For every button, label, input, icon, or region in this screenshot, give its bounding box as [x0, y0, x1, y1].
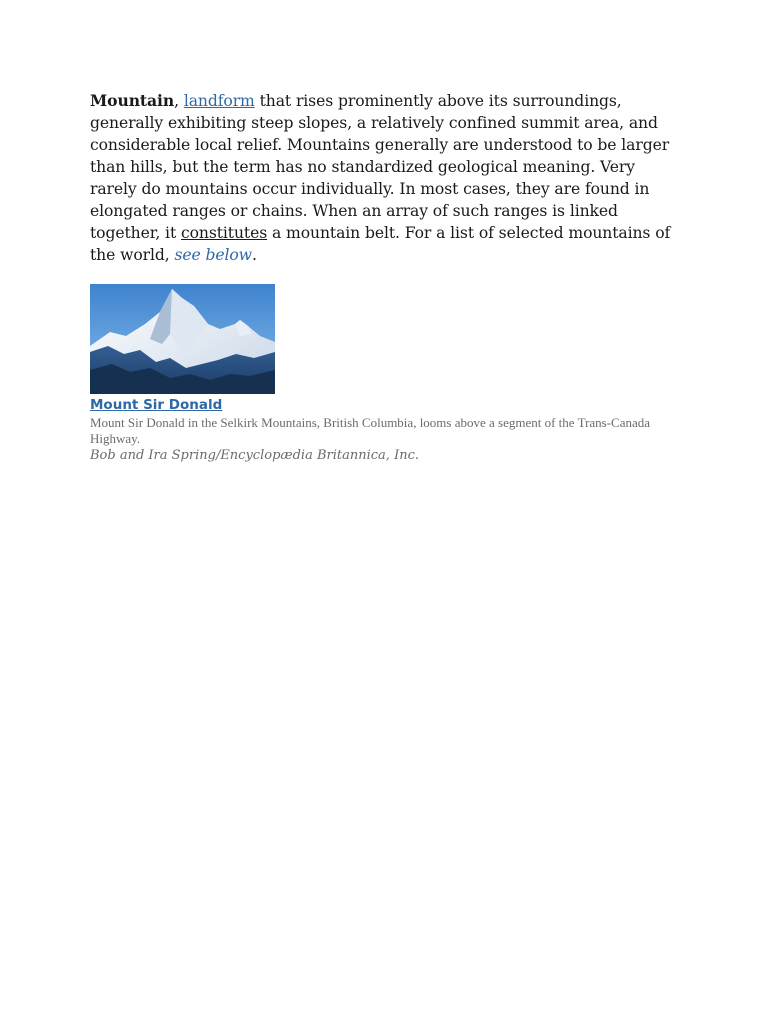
figure: [90, 284, 680, 463]
mountain-photo[interactable]: [90, 284, 275, 394]
figure-credit: Bob and Ira Spring/Encyclopædia Britannica, Inc.: [90, 448, 419, 463]
intro-paragraph: [90, 90, 680, 266]
figure-caption: Mount Sir Donald in the Selkirk Mountains, British Columbia, looms above a segment of the Trans-Canada Highway.: [90, 415, 651, 446]
article-body: [90, 90, 680, 463]
intro-text-part-1: that rises prominently above its surroundings, generally exhibiting steep slopes, a relatively confined summit area, and considerable local relief. Mountains generally are understood to be larger than hills, but the term has no standardized geological meaning. Very rarely do mountains occur individually. In most cases, they are found in elongated ranges or chains. When an array of such ranges is linked together, it: [90, 92, 670, 242]
term-comma: ,: [174, 92, 179, 110]
intro-period: .: [251, 246, 257, 264]
see-below-link[interactable]: see below: [174, 246, 252, 264]
figure-title-link[interactable]: Mount Sir Donald: [90, 397, 223, 413]
constitutes-link[interactable]: constitutes: [180, 224, 268, 242]
landform-link[interactable]: landform: [183, 92, 255, 110]
intro-text-part-2: a mountain belt. For a list of selected mountains of the world,: [90, 224, 671, 264]
article-term: Mountain: [90, 91, 175, 110]
